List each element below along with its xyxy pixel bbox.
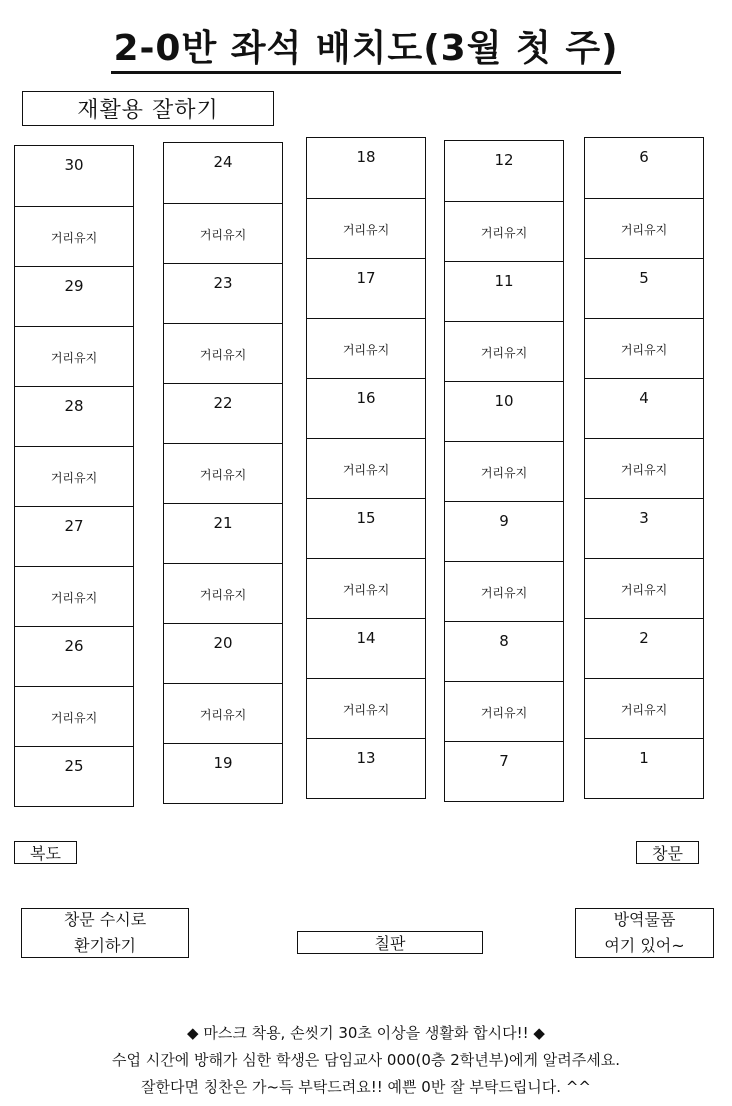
gap-label: 거리유지 xyxy=(199,468,247,482)
seat-number: 11 xyxy=(494,272,514,290)
seat xyxy=(585,618,703,678)
distance-gap xyxy=(15,686,133,746)
seat xyxy=(307,498,425,558)
seat xyxy=(445,381,563,441)
seat xyxy=(307,258,425,318)
distance-gap xyxy=(307,558,425,618)
seat-number: 19 xyxy=(213,754,233,772)
gap-label: 거리유지 xyxy=(50,471,98,485)
seat-number: 30 xyxy=(64,156,84,174)
distance-gap xyxy=(585,198,703,258)
seat-number: 28 xyxy=(64,397,84,415)
seat xyxy=(585,138,703,198)
ventilation-sign xyxy=(21,908,189,958)
seat xyxy=(15,386,133,446)
seat-number: 8 xyxy=(499,632,509,650)
seat-number: 7 xyxy=(499,752,509,770)
seat xyxy=(445,141,563,201)
gap-label: 거리유지 xyxy=(480,586,528,600)
distance-gap xyxy=(15,446,133,506)
seat-number: 27 xyxy=(64,517,84,535)
distance-gap xyxy=(15,566,133,626)
gap-label: 거리유지 xyxy=(199,588,247,602)
recycle-label: 재활용 잘하기 xyxy=(77,98,219,123)
seat-number: 10 xyxy=(494,392,514,410)
seat-number: 5 xyxy=(639,269,649,287)
gap-label: 거리유지 xyxy=(342,703,390,717)
seat-number: 1 xyxy=(639,749,649,767)
gap-label: 거리유지 xyxy=(50,231,98,245)
seat xyxy=(307,378,425,438)
gap-label: 거리유지 xyxy=(620,703,668,717)
distance-gap xyxy=(445,201,563,261)
seat-number: 9 xyxy=(499,512,509,530)
distance-gap xyxy=(164,683,282,743)
seat-number: 21 xyxy=(213,514,233,532)
page-title-text: 2-0반 좌석 배치도(3월 첫 주) xyxy=(111,28,620,74)
gap-label: 거리유지 xyxy=(480,466,528,480)
distance-gap xyxy=(585,678,703,738)
quarantine-supplies-sign xyxy=(575,908,714,958)
gap-label: 거리유지 xyxy=(199,708,247,722)
gap-label: 거리유지 xyxy=(50,351,98,365)
seat xyxy=(445,501,563,561)
hallway-sign xyxy=(14,841,77,864)
seat xyxy=(307,618,425,678)
seat xyxy=(164,383,282,443)
seat xyxy=(445,261,563,321)
hallway-label: 복도 xyxy=(30,844,61,863)
recycle-sign xyxy=(22,91,274,126)
seat-column-2 xyxy=(163,142,283,804)
seat-number: 26 xyxy=(64,637,84,655)
distance-gap xyxy=(164,203,282,263)
seat-number: 14 xyxy=(356,629,376,647)
page-title xyxy=(0,20,732,71)
quarantine-line-1: 방역물품 xyxy=(613,910,676,929)
seat-number: 2 xyxy=(639,629,649,647)
distance-gap xyxy=(445,321,563,381)
distance-gap xyxy=(15,206,133,266)
seat-number: 15 xyxy=(356,509,376,527)
seat-number: 12 xyxy=(494,151,514,169)
distance-gap xyxy=(445,681,563,741)
gap-label: 거리유지 xyxy=(480,706,528,720)
seat xyxy=(445,741,563,801)
seat-number: 16 xyxy=(356,389,376,407)
seat-number: 29 xyxy=(64,277,84,295)
gap-label: 거리유지 xyxy=(342,583,390,597)
seat-number: 6 xyxy=(639,148,649,166)
seat-number: 25 xyxy=(64,757,84,775)
seat xyxy=(164,623,282,683)
gap-label: 거리유지 xyxy=(342,343,390,357)
seat xyxy=(164,263,282,323)
seat xyxy=(15,266,133,326)
distance-gap xyxy=(585,318,703,378)
seat xyxy=(585,258,703,318)
distance-gap xyxy=(164,563,282,623)
seat xyxy=(15,746,133,806)
seat xyxy=(164,503,282,563)
seat-number: 24 xyxy=(213,153,233,171)
seat xyxy=(164,743,282,803)
ventilation-line-2: 환기하기 xyxy=(74,936,136,955)
distance-gap xyxy=(307,678,425,738)
gap-label: 거리유지 xyxy=(199,228,247,242)
gap-label: 거리유지 xyxy=(480,346,528,360)
seat-number: 22 xyxy=(213,394,233,412)
gap-label: 거리유지 xyxy=(620,583,668,597)
gap-label: 거리유지 xyxy=(620,463,668,477)
distance-gap xyxy=(15,326,133,386)
seat xyxy=(15,146,133,206)
distance-gap xyxy=(445,441,563,501)
gap-label: 거리유지 xyxy=(342,463,390,477)
seat xyxy=(585,378,703,438)
seat xyxy=(164,143,282,203)
distance-gap xyxy=(307,318,425,378)
seat-number: 23 xyxy=(213,274,233,292)
seat xyxy=(585,738,703,798)
seat-column-5 xyxy=(584,137,704,799)
seat-number: 17 xyxy=(356,269,376,287)
distance-gap xyxy=(445,561,563,621)
seat-number: 3 xyxy=(639,509,649,527)
distance-gap xyxy=(585,558,703,618)
quarantine-line-2: 여기 있어~ xyxy=(604,936,685,955)
gap-label: 거리유지 xyxy=(342,223,390,237)
distance-gap xyxy=(164,323,282,383)
gap-label: 거리유지 xyxy=(50,711,98,725)
gap-label: 거리유지 xyxy=(620,343,668,357)
window-sign xyxy=(636,841,699,864)
gap-label: 거리유지 xyxy=(480,226,528,240)
notice-line-2: 수업 시간에 방해가 심한 학생은 담임교사 000(0층 2학년부)에게 알려주세요. xyxy=(111,1051,621,1069)
seat-column-4 xyxy=(444,140,564,802)
ventilation-line-1: 창문 수시로 xyxy=(63,910,147,929)
distance-gap xyxy=(585,438,703,498)
gap-label: 거리유지 xyxy=(199,348,247,362)
seat xyxy=(585,498,703,558)
distance-gap xyxy=(164,443,282,503)
distance-gap xyxy=(307,198,425,258)
notice-line-1: ◆ 마스크 착용, 손씻기 30초 이상을 생활화 합시다!! ◆ xyxy=(187,1024,545,1042)
seat xyxy=(445,621,563,681)
blackboard-label: 칠판 xyxy=(374,934,406,953)
seat-number: 18 xyxy=(356,148,376,166)
window-label: 창문 xyxy=(652,844,683,863)
seat-number: 13 xyxy=(356,749,376,767)
seat-number: 20 xyxy=(213,634,233,652)
seat xyxy=(15,506,133,566)
seat-column-1 xyxy=(14,145,134,807)
seat xyxy=(15,626,133,686)
seat-number: 4 xyxy=(639,389,649,407)
seat xyxy=(307,738,425,798)
gap-label: 거리유지 xyxy=(50,591,98,605)
seat-column-3 xyxy=(306,137,426,799)
seat xyxy=(307,138,425,198)
distance-gap xyxy=(307,438,425,498)
blackboard xyxy=(297,931,483,954)
notice-line-3: 잘한다면 칭찬은 가~득 부탁드려요!! 예쁜 0반 잘 부탁드립니다. ^^ xyxy=(141,1078,591,1096)
gap-label: 거리유지 xyxy=(620,223,668,237)
